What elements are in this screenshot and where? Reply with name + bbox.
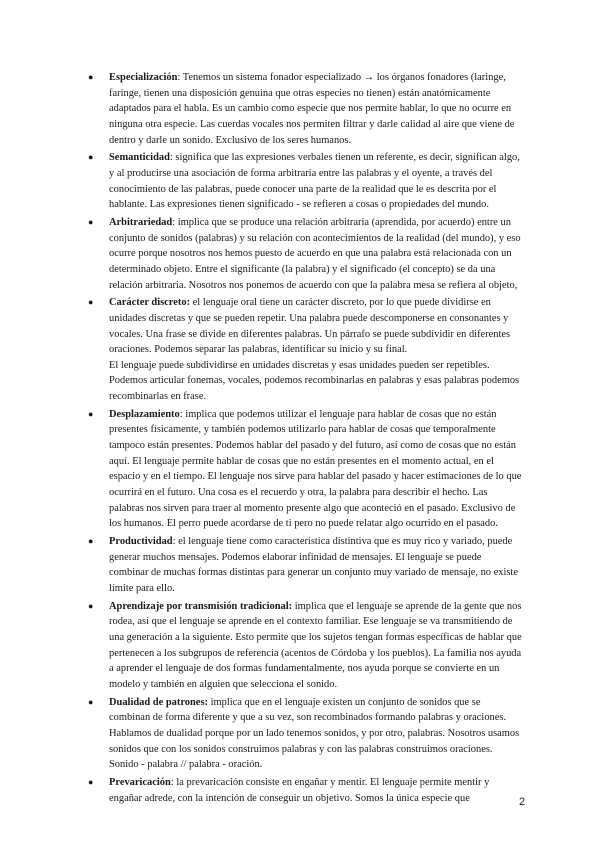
item-term: Semanticidad	[109, 152, 170, 164]
item-text: implica que el lenguaje se aprende de la gente que nos rodea, así que el lenguaje se aprende en el contexto familiar. Ese lenguaje se va transmitiendo de una generación a la siguiente. Esto permite que los sujetos tengan formas específicas de hablar que pertenecen a los subgrupos de referencia (acentos de Córdoba y los pueblos). La familia nos ayuda a aprender el lenguaje de dos formas fundamentalmente, nos ayuda porque se convierte en un modelo y también en alguien que selecciona el sonido.	[109, 600, 522, 690]
item-text: : implica que podemos utilizar el lenguaje para hablar de cosas que no están presentes físicamente, y también podemos utilizarlo para hablar de cosas que temporalmente tampoco están presentes. Podemos hablar del pasado y del futuro, así como de cosas que no están aquí. El lenguaje permite hablar de cosas que no están presentes en el momento actual, en el espacio y en el tiempo. El lenguaje nos sirve para hablar del pasado y hacer estimaciones de lo que ocurrirá en el futuro. Una cosa es el recuerdo y otra, la palabra para describir el hecho. Las palabras nos sirven para traer al momento presente algo que aconteció en el pasado. Exclusivo de los humanos. El perro puede acordarse de ti pero no puede relatar algo ocurrido en el pasado.	[109, 408, 522, 530]
bullet-icon: ●	[88, 600, 94, 611]
list-item-caracter-discreto	[88, 295, 523, 405]
bullet-icon: ●	[88, 216, 94, 227]
item-term: Prevaricación	[109, 776, 171, 788]
list-item-semanticidad	[88, 150, 523, 213]
bullet-icon: ●	[88, 408, 94, 419]
item-text: implica que en el lenguaje existen un conjunto de sonidos que se combinan de forma diferente y que a su vez, son recombinados formando palabras y oraciones. Hablamos de dualidad porque por un lado tenemos sonidos, y por otro, palabras. Nosotros usamos sonidos que con los sonidos construimos palabras y con las palabras construimos oraciones. Sonido - palabra // palabra - oración.	[109, 696, 520, 771]
item-term: Aprendizaje por transmisión tradicional:	[109, 600, 293, 612]
list-item-dualidad	[88, 695, 523, 773]
item-text: : Tenemos un sistema fonador especializado → los órganos fonadores (laringe, faringe, tienen una disposición genuina que otras especies no tienen) están anatómicamente adaptados para el habla. Es un cambio como especie que nos permite hablar, lo que no ocurre en ninguna otra especie. Las cuerdas vocales nos permiten filtrar y darle calidad al aire que viene de dentro y darle un sonido. Exclusivo de los seres humanos.	[109, 72, 515, 146]
list-item-prevaricacion	[88, 775, 526, 808]
item-text: : el lenguaje tiene como característica distintiva que es muy rico y variado, puede generar muchos mensajes. Podemos elaborar infinidad de mensajes. El lenguaje se puede combinar de muchas formas distintas para generar un conjunto muy variado de mensaje, no existe límite para ello.	[109, 536, 518, 594]
item-term: Carácter discreto:	[109, 297, 191, 309]
item-term: Productividad	[109, 536, 173, 548]
list-item-aprendizaje	[88, 599, 523, 693]
bullet-icon: ●	[88, 776, 94, 787]
list-item-especializacion	[88, 70, 523, 148]
item-text: : significa que las expresiones verbales tienen un referente, es decir, significan algo, y al producirse una asociación de forma arbitraria entre las palabras y el oyente, a través del conocimiento de las palabras, puede conocer una parte de la realidad que le es descrita por el hablante. Las expresiones tienen significado - se refieren a cosas o propiedades del mundo.	[109, 152, 520, 211]
item-text: : implica que se produce una relación arbitraria (aprendida, por acuerdo) entre un conjunto de sonidos (palabras) y su relación con acontecimientos de la realidad (del mundo), y eso ocurre porque nosotros nos hemos puesto de acuerdo en que una palabra está relacionada con un determinado objeto. Entre el significante (la palabra) y el significado (el concepto) se da una relación arbitraria. Nosotros nos ponemos de acuerdo con que la palabra mesa se refiera al objeto,	[109, 216, 521, 291]
item-term: Dualidad de patrones:	[109, 696, 208, 708]
list-item-productividad	[88, 534, 523, 597]
characteristics-list	[88, 70, 526, 808]
bullet-icon: ●	[88, 536, 94, 547]
item-term: Especialización	[109, 72, 178, 83]
item-term: Arbitrariedad	[109, 216, 173, 228]
list-item-arbitrariedad	[88, 215, 523, 293]
bullet-icon: ●	[88, 696, 94, 707]
item-text: el lenguaje oral tiene un carácter discreto, por lo que puede dividirse en unidades discretas y que se pueden repetir. Una palabra puede descomponerse en consonantes y vocales. Una frase se divide en diferentes palabras. Un párrafo se puede subdividir en diferentes oraciones. Podemos separar las palabras, identificar su inicio y su final.	[109, 297, 511, 356]
page-number: 2	[519, 796, 526, 808]
item-text: : la prevaricación consiste en engañar y mentir. El lenguaje permite mentir y engañar adrede, con la intención de conseguir un objetivo. Somos la única especie que	[109, 776, 490, 804]
bullet-icon: ●	[88, 152, 94, 163]
item-term: Desplazamiento	[109, 408, 180, 420]
list-item-desplazamiento	[88, 407, 523, 532]
bullet-icon: ●	[88, 72, 94, 82]
bullet-icon: ●	[88, 297, 94, 308]
item-extra-text: El lenguaje puede subdividirse en unidades discretas y esas unidades pueden ser repetibles. Podemos articular fonemas, vocales, podemos recombinarlas en palabras y esas palabras podemos recombinarlas en frase.	[109, 359, 520, 403]
